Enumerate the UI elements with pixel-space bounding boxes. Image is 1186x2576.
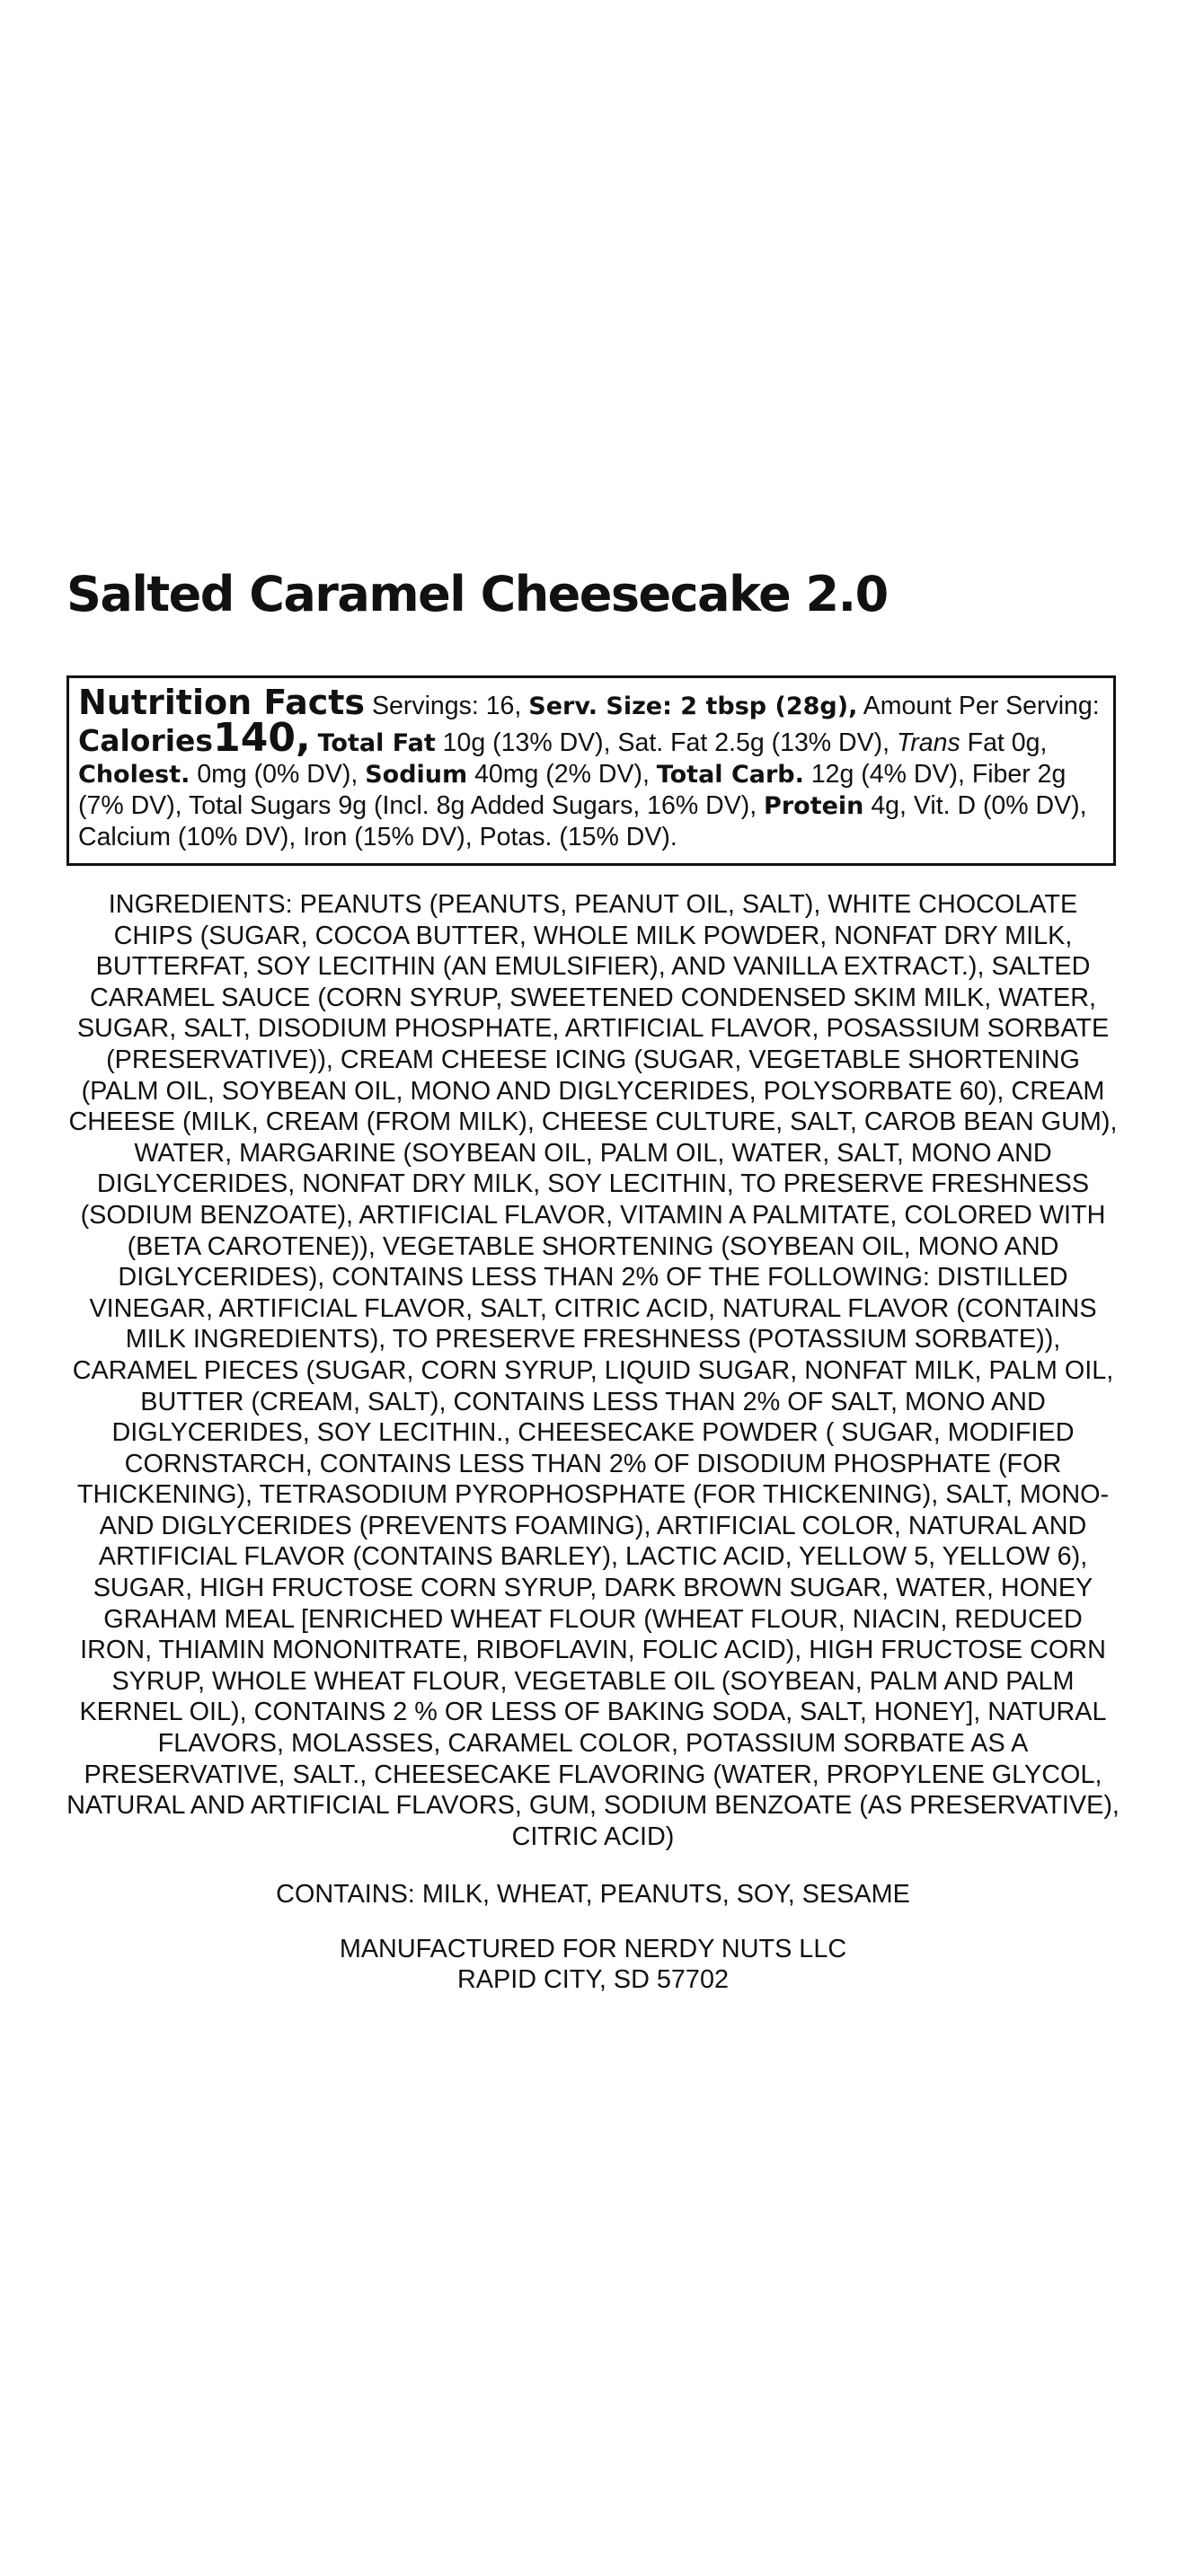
servings: Servings: 16, <box>371 692 522 720</box>
total-fat-value: 10g (13% DV), <box>442 728 611 757</box>
protein-label: Protein <box>764 792 864 820</box>
sodium-value: 40mg (2% DV), <box>474 760 650 789</box>
manufacturer-address: RAPID CITY, SD 57702 <box>457 1965 729 1994</box>
manufacturer-info <box>66 1934 1120 1995</box>
amount-per-serving: Amount Per Serving: <box>863 692 1100 720</box>
trans-fat-value: Fat 0g, <box>967 728 1048 757</box>
protein-value: 4g, Vit. D (0% DV), Calcium (10% DV), Iron (15% DV), Potas. (15% DV). <box>78 791 1087 851</box>
manufacturer-name: MANUFACTURED FOR NERDY NUTS LLC <box>339 1935 847 1963</box>
cholesterol-label: Cholest. <box>78 761 190 789</box>
saturated-fat: Sat. Fat 2.5g (13% DV), <box>617 728 890 757</box>
calories-value: 140, <box>213 715 311 761</box>
nutrition-facts-heading: Nutrition Facts <box>78 683 366 722</box>
total-carb-label: Total Carb. <box>656 761 804 789</box>
allergen-statement: CONTAINS: MILK, WHEAT, PEANUTS, SOY, SESAME <box>276 1880 910 1909</box>
ingredients-text: INGREDIENTS: PEANUTS (PEANUTS, PEANUT OIL, SALT), WHITE CHOCOLATE CHIPS (SUGAR, COCOA BUTTER, WHOLE MILK POWDER, NONFAT DRY MILK, BUTTERFAT, SOY LECITHIN (AN EMULSIFIER), AND VANILLA EXTRACT.), SALTED CARAMEL SAUCE (CORN SYRUP, SWEETENED CONDENSED SKIM MILK, WATER, SUGAR, SALT, DISODIUM PHOSPHATE, ARTIFICIAL FLAVOR, POSASSIUM SORBATE (PRESERVATIVE)), CREAM CHEESE ICING (SUGAR, VEGETABLE SHORTENING (PALM OIL, SOYBEAN OIL, MONO AND DIGLYCERIDES, POLYSORBATE 60), CREAM CHEESE (MILK, CREAM (FROM MILK), CHEESE CULTURE, SALT, CAROB BEAN GUM), WATER, MARGARINE (SOYBEAN OIL, PALM OIL, WATER, SALT, MONO AND DIGLYCERIDES, NONFAT DRY MILK, SOY LECITHIN, TO PRESERVE FRESHNESS (SODIUM BENZOATE), ARTIFICIAL FLAVOR, VITAMIN A PALMITATE, COLORED WITH (BETA CAROTENE)), VEGETABLE SHORTENING (SOYBEAN OIL, MONO AND DIGLYCERIDES), CONTAINS LESS THAN 2% OF THE FOLLOWING: DISTILLED VINEGAR, ARTIFICIAL FLAVOR, SALT, CITRIC ACID, NATURAL FLAVOR (CONTAINS MILK INGREDIENTS), TO PRESERVE FRESHNESS (POTASSIUM SORBATE)), CARAMEL PIECES (SUGAR, CORN SYRUP, LIQUID SUGAR, NONFAT MILK, PALM OIL, BUTTER (CREAM, SALT), CONTAINS LESS THAN 2% OF SALT, MONO AND DIGLYCERIDES, SOY LECITHIN., CHEESECAKE POWDER ( SUGAR, MODIFIED CORNSTARCH, CONTAINS LESS THAN 2% OF DISODIUM PHOSPHATE (FOR THICKENING), TETRASODIUM PYROPHOSPHATE (FOR THICKENING), SALT, MONO- AND DIGLYCERIDES (PREVENTS FOAMING), ARTIFICIAL COLOR, NATURAL AND ARTIFICIAL FLAVOR (CONTAINS BARLEY), LACTIC ACID, YELLOW 5, YELLOW 6), SUGAR, HIGH FRUCTOSE CORN SYRUP, DARK BROWN SUGAR, WATER, HONEY GRAHAM MEAL [ENRICHED WHEAT FLOUR (WHEAT FLOUR, NIACIN, REDUCED IRON, THIAMIN MONONITRATE, RIBOFLAVIN, FOLIC ACID), HIGH FRUCTOSE CORN SYRUP, WHOLE WHEAT FLOUR, VEGETABLE OIL (SOYBEAN, PALM AND PALM KERNEL OIL), CONTAINS 2 % OR LESS OF BAKING SODA, SALT, HONEY], NATURAL FLAVORS, MOLASSES, CARAMEL COLOR, POTASSIUM SORBATE AS A PRESERVATIVE, SALT., CHEESECAKE FLAVORING (WATER, PROPYLENE GLYCOL, NATURAL AND ARTIFICIAL FLAVORS, GUM, SODIUM BENZOATE (AS PRESERVATIVE), CITRIC ACID) <box>66 890 1120 1851</box>
sodium-label: Sodium <box>365 761 468 789</box>
serving-size: Serv. Size: 2 tbsp (28g), <box>528 693 858 720</box>
total-carb-value: 12g (4% DV), Fiber 2g (7% DV), Total Sugars 9g (Incl. 8g Added Sugars, 16% DV), <box>78 760 1067 820</box>
trans-label: Trans <box>896 728 960 757</box>
calories-label: Calories <box>78 723 214 758</box>
nutrition-facts-panel <box>66 675 1116 866</box>
total-fat-label: Total Fat <box>317 729 436 757</box>
cholesterol-value: 0mg (0% DV), <box>197 760 358 789</box>
product-title: Salted Caramel Cheesecake 2.0 <box>66 566 888 622</box>
